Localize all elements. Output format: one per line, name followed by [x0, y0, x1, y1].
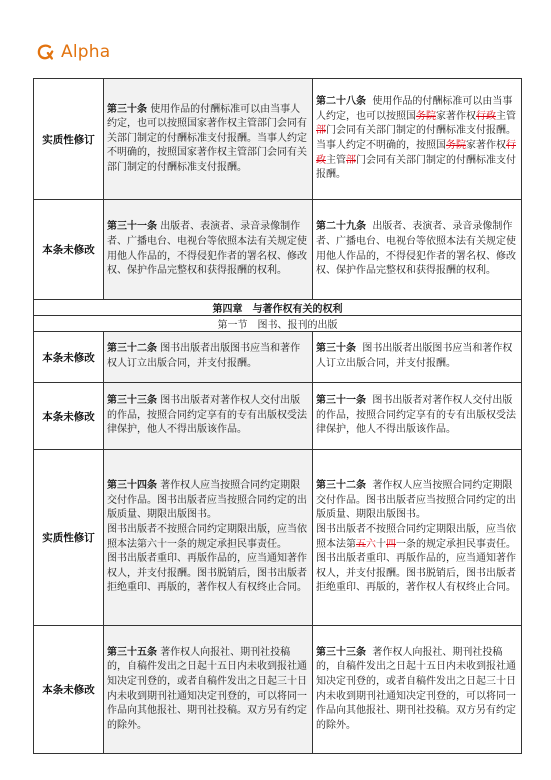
chapter-title: 第四章 与著作权有关的权利 [34, 300, 522, 316]
deleted-text: 四 [386, 538, 396, 550]
article-number: 第二十九条 [316, 221, 366, 233]
article-text: 图书出版者对著作权人交付出版的作品，按照合同约定享有的专有出版权受法律保护，他人不得出版该作品。 [316, 395, 516, 436]
old-article-cell [104, 79, 313, 200]
text-segment: 十 [376, 538, 386, 550]
new-article-cell [313, 200, 522, 300]
section-row [34, 316, 522, 332]
text-segment: 使用作品的付酬标准可以由当事人约定，也可以按照国 [316, 96, 513, 122]
row-label: 本条未修改 [34, 332, 104, 383]
deleted-text: 部 [346, 154, 356, 166]
text-segment: 门会同有关部门制定的付酬标准支付报酬。当事人约定不明确的，按照国 [316, 125, 516, 151]
row-label: 实质性修订 [34, 450, 104, 626]
old-article-cell [104, 383, 313, 450]
paragraph: 图书出版者重印、再版作品的，应当通知著作权人，并支付报酬。图书脱销后，图书出版者拒绝重印、再版的，著作权人有权终止合同。 [107, 553, 307, 594]
paragraph [107, 479, 310, 523]
deleted-text: 部 [316, 125, 326, 137]
article-number: 第三十五条 [107, 646, 157, 658]
table-row [34, 79, 522, 200]
article-number: 第三十四条 [107, 480, 157, 492]
paragraph-revised [316, 523, 519, 552]
old-article-cell [104, 626, 313, 754]
old-article-cell [104, 332, 313, 383]
article-number: 第三十二条 [316, 480, 366, 492]
article-number: 第三十三条 [316, 646, 366, 658]
alpha-logo-icon [36, 43, 54, 61]
new-article-cell [313, 450, 522, 626]
article-number: 第三十一条 [107, 221, 157, 233]
table-row [34, 383, 522, 450]
article-text: 出版者、表演者、录音录像制作者、广播电台、电视台等依照本法有关规定使用他人作品的，不得侵犯作者的署名权、修改权、保护作品完整权和获得报酬的权利。 [316, 221, 516, 277]
comparison-table [33, 78, 522, 754]
table-row [34, 332, 522, 383]
new-article-cell [313, 79, 522, 200]
brand-name: Alpha [61, 42, 111, 62]
deleted-text: 行政 [476, 110, 496, 122]
article-number: 第三十条 [316, 343, 356, 355]
article-text-revised [316, 96, 516, 180]
article-number: 第三十二条 [107, 343, 157, 355]
text-segment: 门会同有关部门制定的付酬标准支付报酬。 [316, 154, 516, 181]
article-text: 著作权人应当按照合同约定期限交付作品。图书出版者应当按照合同约定的出版质量、期限出版图书。 [316, 480, 516, 521]
chapter-row [34, 300, 522, 316]
text-segment: 家著作权 [466, 140, 506, 151]
table-row [34, 626, 522, 754]
article-text: 著作权人向报社、期刊社投稿的，自稿件发出之日起十五日内未收到报社通知决定刊登的，或者自稿件发出之日起三十日内未收到期刊社通知决定刊登的，可以将同一作品向其他报社、期刊社投稿。双方另有约定的除外。 [316, 646, 516, 731]
text-segment: 家著作权 [436, 110, 476, 122]
text-segment: 一条的规定承担民事责任。 [396, 538, 516, 550]
row-label: 本条未修改 [34, 383, 104, 450]
row-label: 本条未修改 [34, 200, 104, 300]
old-article-cell [104, 450, 313, 626]
section-title: 第一节 图书、报刊的出版 [34, 316, 522, 332]
new-article-cell [313, 332, 522, 383]
article-text: 图书出版者出版图书应当和著作权人订立出版合同，并支付报酬。 [107, 343, 301, 369]
new-article-cell [313, 626, 522, 754]
paragraph: 图书出版者不按照合同约定期限出版，应当依照本法第六十一条的规定承担民事责任。 [107, 523, 307, 550]
deleted-text: 务院 [416, 110, 436, 122]
article-text: 图书出版者对著作权人交付出版的作品，按照合同约定享有的专有出版权受法律保护，他人不得出版该作品。 [107, 395, 307, 436]
inserted-text: 六 [366, 538, 376, 550]
article-text: 图书出版者出版图书应当和著作权人订立出版合同，并支付报酬。 [316, 343, 513, 369]
new-article-cell [313, 383, 522, 450]
article-text: 著作权人应当按照合同约定期限交付作品。图书出版者应当按照合同约定的出版质量、期限出版图书。 [107, 480, 307, 521]
paragraph: 图书出版者重印、再版作品的，应当通知著作权人，并支付报酬。图书脱销后，图书出版者拒绝重印、再版的，著作权人有权终止合同。 [316, 553, 516, 594]
old-article-cell [104, 200, 313, 300]
text-segment: 主管 [496, 110, 516, 122]
paragraph [316, 479, 519, 523]
article-number: 第三十一条 [316, 395, 366, 407]
article-text: 使用作品的付酬标准可以由当事人约定，也可以按照国家著作权主管部门会同有关部门制定的付酬标准支付报酬。当事人约定不明确的，按照国家著作权主管部门会同有关部门制定的付酬标准支付报酬。 [107, 103, 307, 173]
deleted-text: 五 [356, 538, 366, 550]
brand-logo [36, 42, 110, 62]
article-text: 出版者、表演者、录音录像制作者、广播电台、电视台等依照本法有关规定使用他人作品的，不得侵犯作者的署名权、修改权、保护作品完整权和获得报酬的权利。 [107, 221, 307, 277]
table-row [34, 200, 522, 300]
table-row [34, 450, 522, 626]
article-text: 著作权人向报社、期刊社投稿的，自稿件发出之日起十五日内未收到报社通知决定刊登的，或者自稿件发出之日起三十日内未收到期刊社通知决定刊登的，可以将同一作品向其他报社、期刊社投稿。双方另有约定的除外。 [107, 646, 307, 731]
row-label: 本条未修改 [34, 626, 104, 754]
deleted-text: 行政 [316, 140, 516, 166]
article-number: 第三十条 [107, 103, 147, 115]
row-label: 实质性修订 [34, 79, 104, 200]
text-segment: 主管 [326, 154, 346, 166]
article-number: 第二十八条 [316, 96, 366, 108]
deleted-text: 务院 [446, 140, 466, 151]
text-segment: 图书出版者不按照合同约定期限出版，应当依照本法第 [316, 523, 516, 550]
article-number: 第三十三条 [107, 395, 157, 407]
